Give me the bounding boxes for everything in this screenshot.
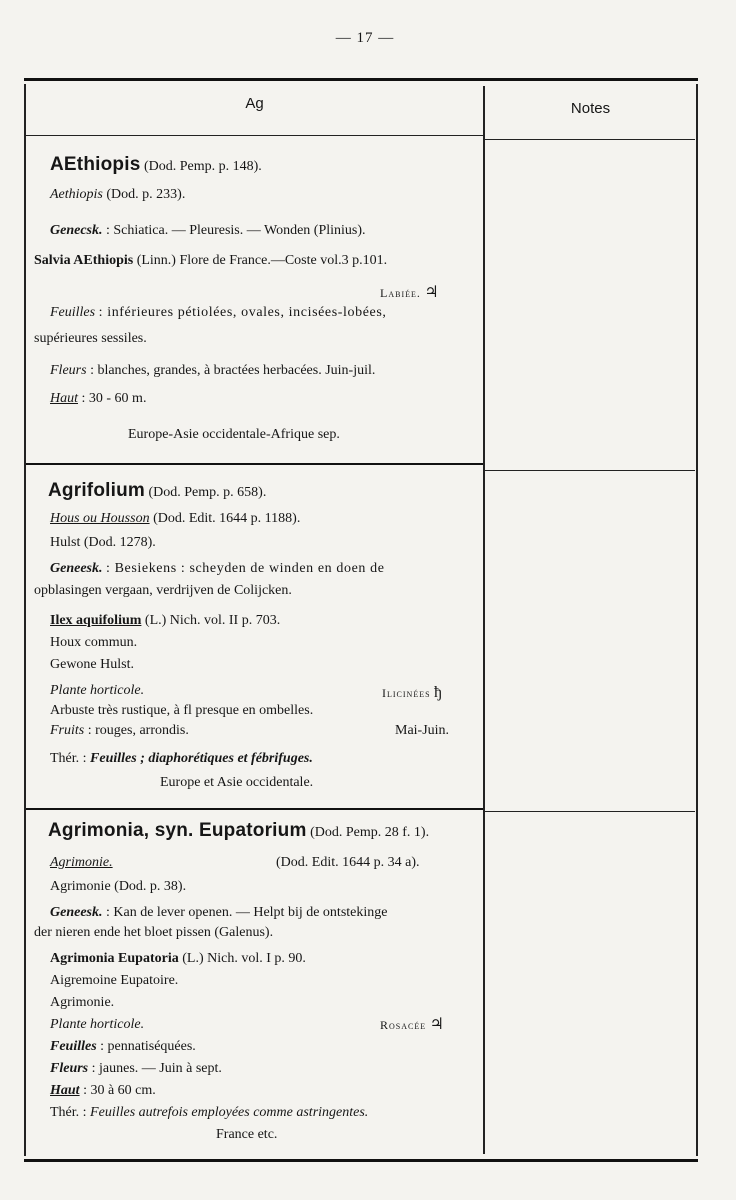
region-line: France etc. [216,1127,278,1142]
label-fleurs: Fleurs [50,1061,89,1076]
entry-line [50,750,313,768]
table-left-border [24,84,26,1156]
perennial-symbol: ♃ [429,1016,444,1033]
entry-line [50,510,300,528]
reference: (Dod. Pemp. p. 658). [148,485,267,500]
feuilles-text: : inférieures pétiolées, ovales, incisées-lobées, [98,305,387,320]
headword: AEthiopis [50,154,141,175]
fleurs-text: : blanches, grandes, à bractées herbacées. Juin-juil. [90,363,376,378]
entry-line [50,304,387,322]
entry-line [50,904,387,922]
binomial: Agrimonia Eupatoria [50,951,179,966]
notes-divider [485,470,695,471]
synonym: Aethiopis [50,187,103,202]
entry-line [50,1038,196,1056]
entry-line [50,222,366,240]
feuilles-text: : pennatiséquées. [100,1039,196,1054]
entry-line: Houx commun. [50,635,138,650]
region-line: Europe-Asie occidentale-Afrique sep. [128,427,340,442]
reference: (Dod. p. 233). [106,187,186,202]
entry-line [50,722,189,740]
entry-line: Hulst (Dod. 1278). [50,535,156,550]
uses-text: : Besiekens : scheyden de winden en doen de [106,561,385,576]
uses-text: : Schiatica. — Pleuresis. — Wonden (Plinius). [106,223,366,238]
entry-line: Arbuste très rustique, à fl presque en ombelles. [50,703,314,718]
entry-divider [26,808,483,810]
label-fleurs: Fleurs [50,363,87,378]
label-feuilles: Feuilles [50,1039,97,1054]
label-geneesk: Geneesk. [50,905,103,920]
synonym: Hous ou Housson [50,511,150,526]
label-haut: Haut [50,1083,80,1098]
entry-line [50,390,146,408]
fleurs-text: : jaunes. — Juin à sept. [91,1061,222,1076]
entry-line: Agrimonie. [50,995,115,1010]
label-fruits: Fruits [50,723,85,738]
entry-line [50,1082,156,1100]
family-line [380,284,439,303]
entry-title [50,156,262,176]
reference: (L.) Nich. vol. I p. 90. [182,951,306,966]
entry-reference: (Dod. Edit. 1644 p. 34 a). [276,855,420,870]
label-ther: Thér. : [50,751,87,766]
entry-line: Aigremoine Eupatoire. [50,973,179,988]
label-ther: Thér. : [50,1105,87,1120]
label-geneesk: Genecsk. [50,223,103,238]
region-line: Europe et Asie occidentale. [160,775,314,790]
perennial-symbol: ♃ [424,284,439,301]
headword: Agrimonia, syn. Eupatorium [48,820,307,841]
entry-line [50,612,280,630]
feuilles-continued: supérieures sessiles. [34,331,147,346]
plante-horticole: Plante horticole. [50,1017,145,1032]
ther-text: Feuilles autrefois employées comme astringentes. [90,1105,369,1120]
plante-horticole: Plante horticole. [50,683,145,698]
family-line [380,1016,444,1035]
binomial: Salvia AEthiopis [34,253,134,268]
entry-line: Agrimonie (Dod. p. 38). [50,879,187,894]
notes-divider [485,811,695,812]
column-header-notes: Notes [570,100,611,117]
entry-line [50,1016,144,1034]
header-rule-right [485,139,695,140]
entry-title [48,482,266,502]
family-name: Rosacée [380,1018,427,1032]
entry-line: der nieren ende het bloet pissen (Galenus). [34,925,274,940]
uses-text: : Kan de lever openen. — Helpt bij de ontstekinge [106,905,388,920]
synonym: Agrimonie. [50,855,113,870]
entry-line [50,682,144,700]
reference: (L.) Nich. vol. II p. 703. [144,613,281,628]
entry-line [50,1104,368,1122]
family-name: Ilicinées [382,686,431,700]
reference: (Linn.) Flore de France.—Coste vol.3 p.101. [136,253,388,268]
entry-line: Gewone Hulst. [50,657,134,672]
family-name: Labiée. [380,286,421,300]
page-number: — 17 — [335,30,395,46]
fruits-text: : rouges, arrondis. [87,723,189,738]
label-feuilles: Feuilles [50,305,96,320]
table-right-border [696,84,698,1156]
header-rule-left [26,135,483,136]
haut-text: : 30 à 60 cm. [83,1083,156,1098]
headword: Agrifolium [48,480,145,501]
entry-line: opblasingen vergaan, verdrijven de Colijcken. [34,583,292,598]
entry-divider [26,463,483,465]
label-geneesk: Geneesk. [50,561,103,576]
entry-title [48,822,429,842]
reference: (Dod. Pemp. 28 f. 1). [310,825,430,840]
family-line [382,684,442,703]
ther-text: Feuilles ; diaphorétiques et fébrifuges. [90,751,313,766]
fruits-months: Mai-Juin. [395,723,450,738]
entry-line [34,252,387,270]
shrub-symbol: ђ [434,684,442,701]
reference: (Dod. Edit. 1644 p. 1188). [153,511,301,526]
haut-text: : 30 - 60 m. [81,391,147,406]
entry-line [34,330,147,348]
column-divider [483,86,485,1154]
column-header-ag: Ag [245,95,264,112]
binomial: Ilex aquifolium [50,613,142,628]
entry-line [50,560,385,578]
label-haut: Haut [50,391,78,406]
entry-line [50,1060,222,1078]
entry-line [50,854,113,872]
entry-line [50,362,375,380]
entry-line [50,186,185,204]
reference: (Dod. Pemp. p. 148). [143,159,262,174]
entry-line [50,950,306,968]
